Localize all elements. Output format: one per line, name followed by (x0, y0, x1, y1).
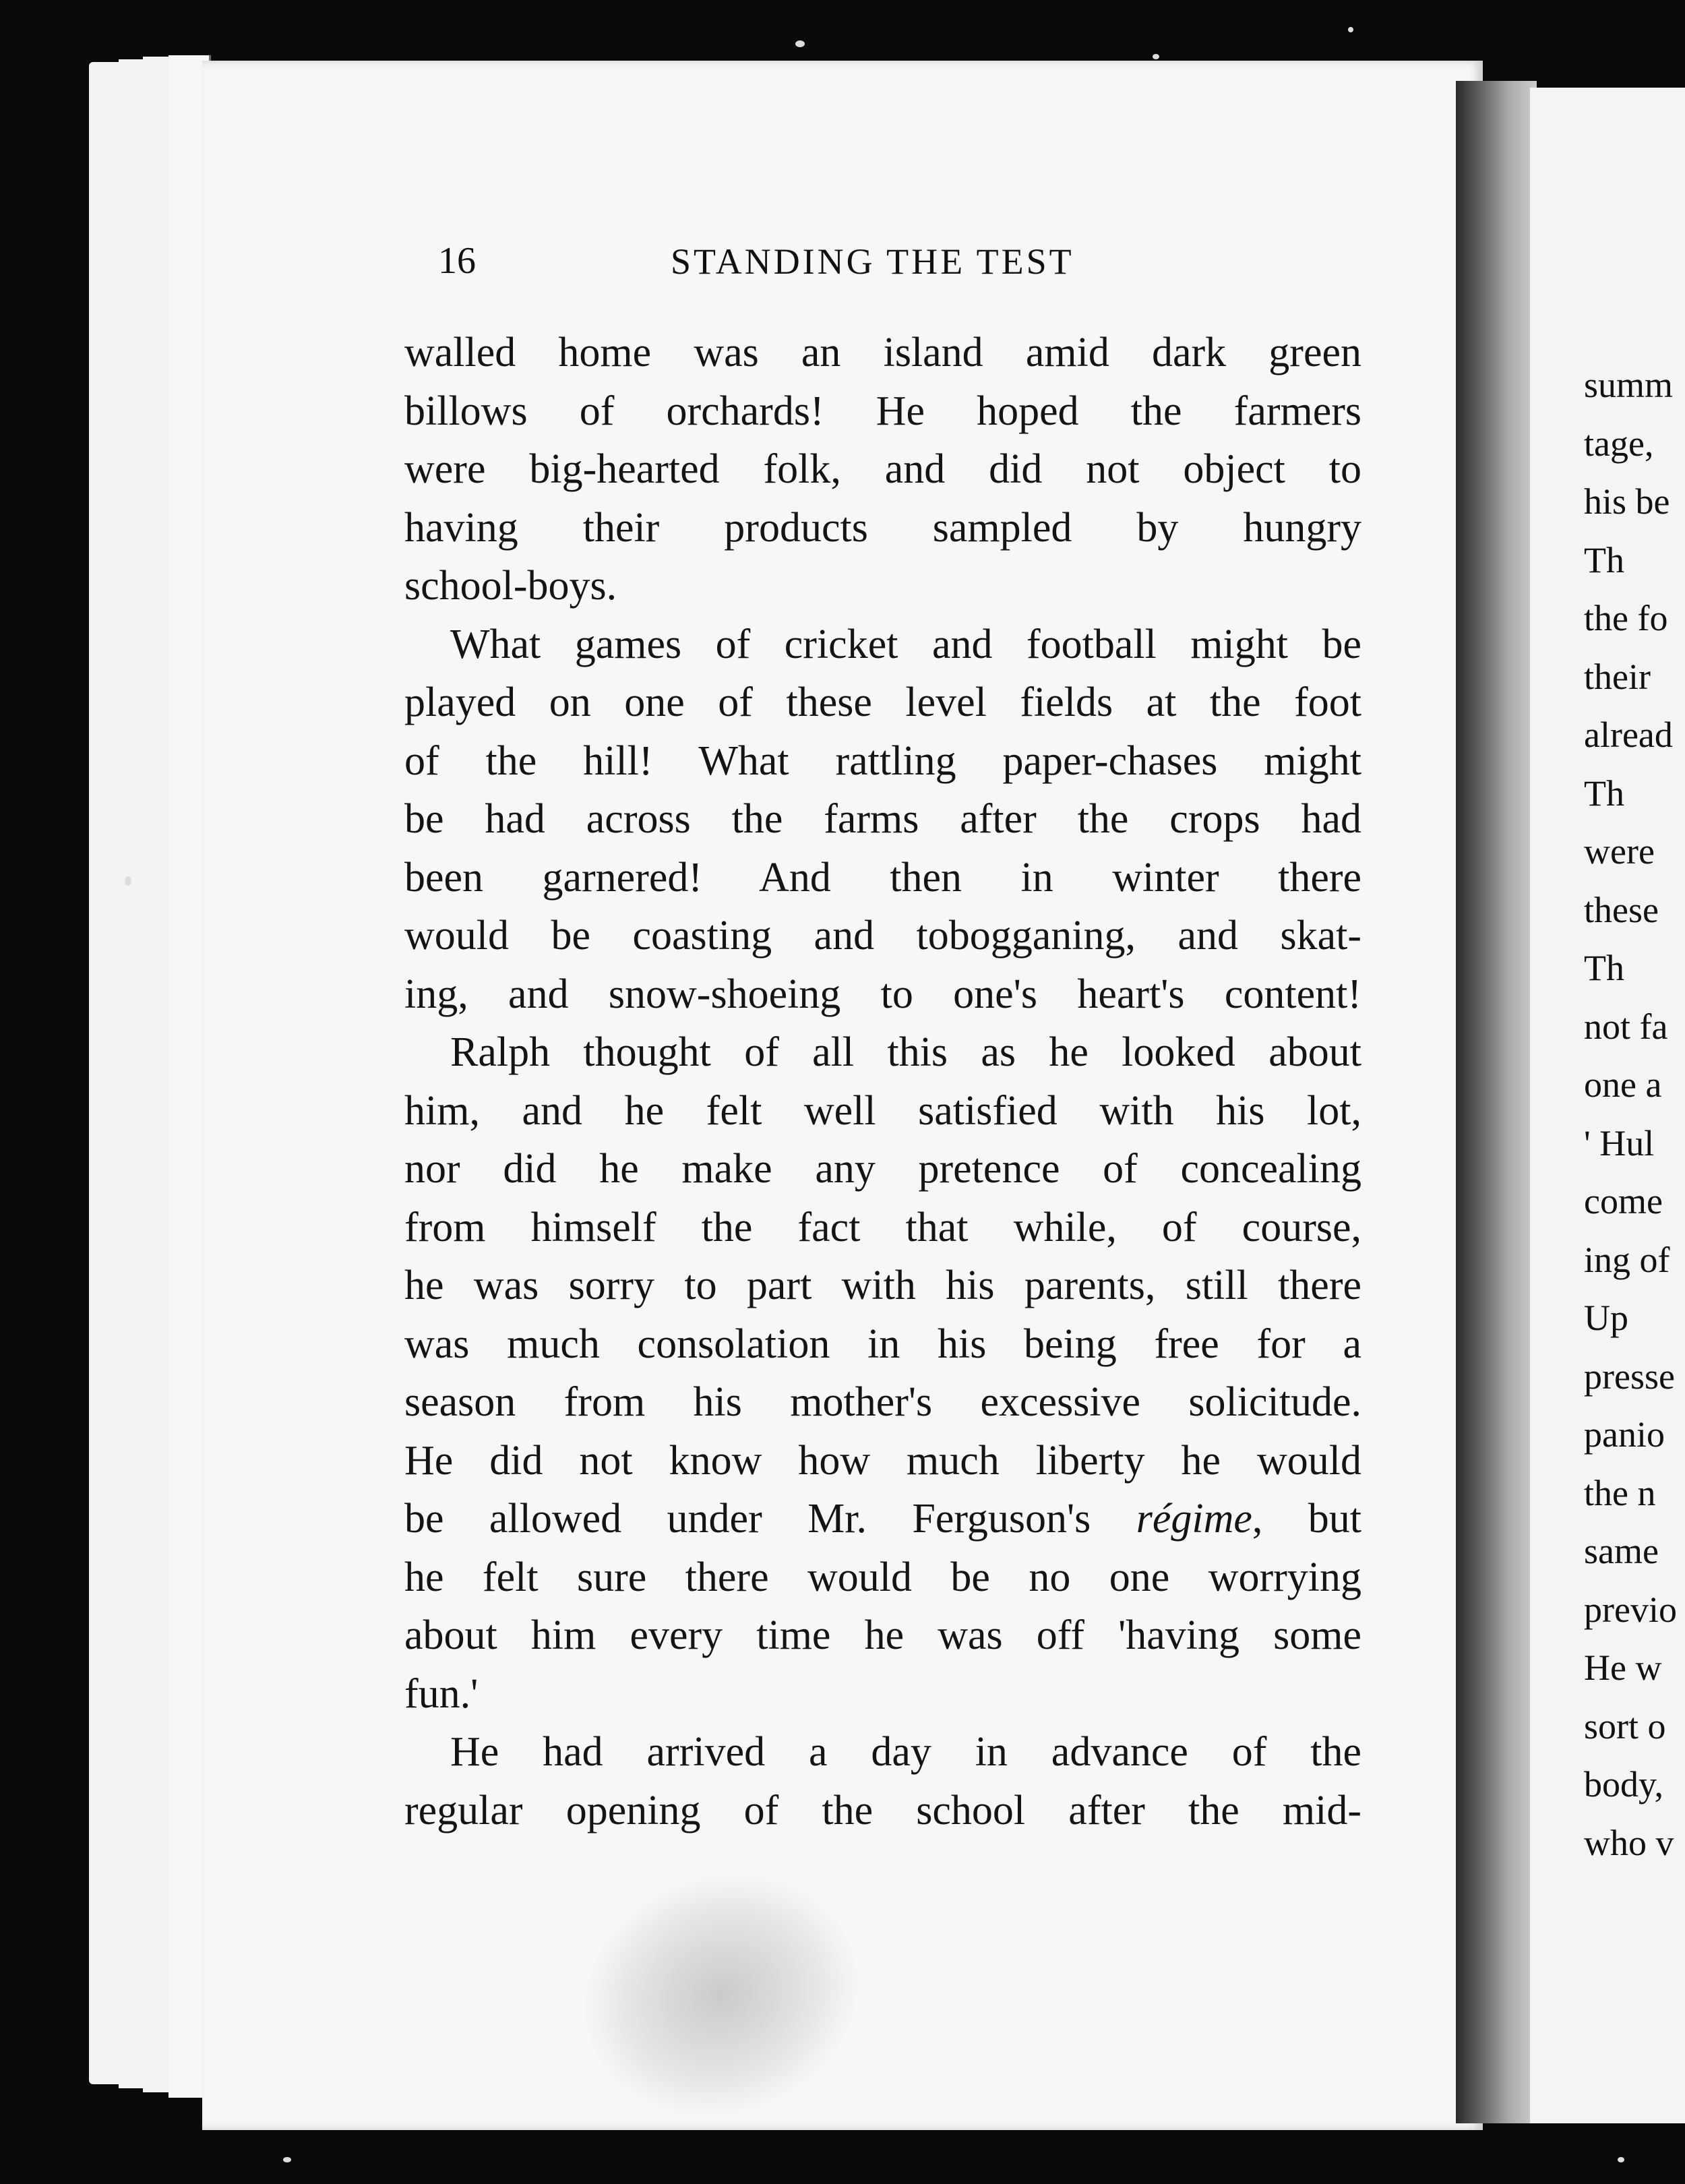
facing-page-fragment: ing of (1584, 1239, 1670, 1280)
text-line: were big-hearted folk, and did not object to (404, 446, 1361, 492)
text-line: him, and he felt well satisfied with his lot, (404, 1087, 1361, 1134)
facing-page-fragment: sort o (1584, 1705, 1666, 1747)
scan-speck (1618, 2157, 1624, 2162)
text-line: from himself the fact that while, of course, (404, 1204, 1361, 1250)
book-gutter (1456, 81, 1537, 2123)
page-number: 16 (438, 240, 476, 282)
text-segment: be allowed under Mr. Ferguson's (404, 1496, 1136, 1542)
text-line: What games of cricket and football might be (450, 621, 1361, 667)
facing-page-fragment: come (1584, 1181, 1663, 1221)
text-line: walled home was an island amid dark green (404, 330, 1361, 375)
facing-page-fragment: the fo (1584, 598, 1668, 638)
facing-page-fragment: previo (1584, 1589, 1677, 1630)
facing-page-fragment: these (1584, 889, 1659, 930)
text-line: season from his mother's excessive solicitude. (404, 1379, 1361, 1425)
text-line: been garnered! And then in winter there (404, 854, 1361, 901)
text-line: he felt sure there would be no one worrying (404, 1554, 1361, 1600)
text-line: be had across the farms after the crops had (404, 796, 1361, 842)
text-line: Ralph thought of all this as he looked about (450, 1029, 1361, 1075)
text-line: having their products sampled by hungry (404, 504, 1361, 551)
facing-page-fragment: their (1584, 656, 1651, 697)
text-line (404, 1490, 1361, 1548)
text-line: about him every time he was off 'having some (404, 1612, 1361, 1658)
facing-page-fragment: Th (1584, 948, 1624, 988)
facing-page-fragment: panio (1584, 1414, 1665, 1455)
facing-page-fragment: his be (1584, 481, 1670, 522)
scan-speck (283, 2157, 291, 2162)
facing-page-fragment: tage, (1584, 423, 1654, 464)
facing-page-fragment: ' Hul (1584, 1122, 1655, 1163)
text-line: He did not know how much liberty he would (404, 1437, 1361, 1484)
text-line: school-boys. (404, 563, 617, 609)
text-line: fun.' (404, 1670, 479, 1717)
text-line: regular opening of the school after the mid- (404, 1787, 1361, 1833)
facing-page-fragment: the n (1584, 1472, 1656, 1513)
facing-page-fragment: presse (1584, 1356, 1675, 1397)
text-line: of the hill! What rattling paper-chases might (404, 737, 1361, 784)
facing-page-fragment: Th (1584, 539, 1624, 580)
facing-page-fragment: alread (1584, 715, 1673, 755)
text-line: would be coasting and tobogganing, and skat- (404, 913, 1361, 959)
facing-page (1530, 88, 1685, 2123)
scan-speck (1153, 54, 1159, 59)
scan-speck (1348, 27, 1353, 32)
facing-page-fragment: who v (1584, 1822, 1674, 1863)
text-line: ing, and snow-shoeing to one's heart's content! (404, 971, 1361, 1017)
text-segment: , but (1252, 1496, 1361, 1542)
text-line: He had arrived a day in advance of the (450, 1729, 1361, 1775)
running-head: STANDING THE TEST (671, 241, 1074, 282)
scan-speck (125, 876, 131, 886)
text-line: was much consolation in his being free for a (404, 1321, 1361, 1367)
text-line: nor did he make any pretence of concealing (404, 1146, 1361, 1192)
facing-page-fragment: Th (1584, 772, 1624, 814)
facing-page-fragment: summ (1584, 365, 1674, 405)
text-line: played on one of these level fields at the foot (404, 679, 1361, 725)
facing-page-fragment: were (1584, 831, 1655, 872)
italic-word: régime (1136, 1496, 1252, 1542)
scan-speck (795, 40, 805, 47)
facing-page-fragment: He w (1584, 1647, 1662, 1688)
text-line: he was sorry to part with his parents, still there (404, 1263, 1361, 1308)
facing-page-fragment: Up (1584, 1298, 1628, 1338)
facing-page-fragment: body, (1584, 1764, 1663, 1804)
page-header (438, 239, 1483, 286)
body-text (404, 324, 1361, 1840)
text-line: billows of orchards! He hoped the farmers (404, 388, 1361, 434)
facing-page-fragment: not fa (1584, 1006, 1668, 1047)
facing-page-fragment: one a (1584, 1064, 1662, 1105)
facing-page-fragment: same (1584, 1531, 1659, 1571)
